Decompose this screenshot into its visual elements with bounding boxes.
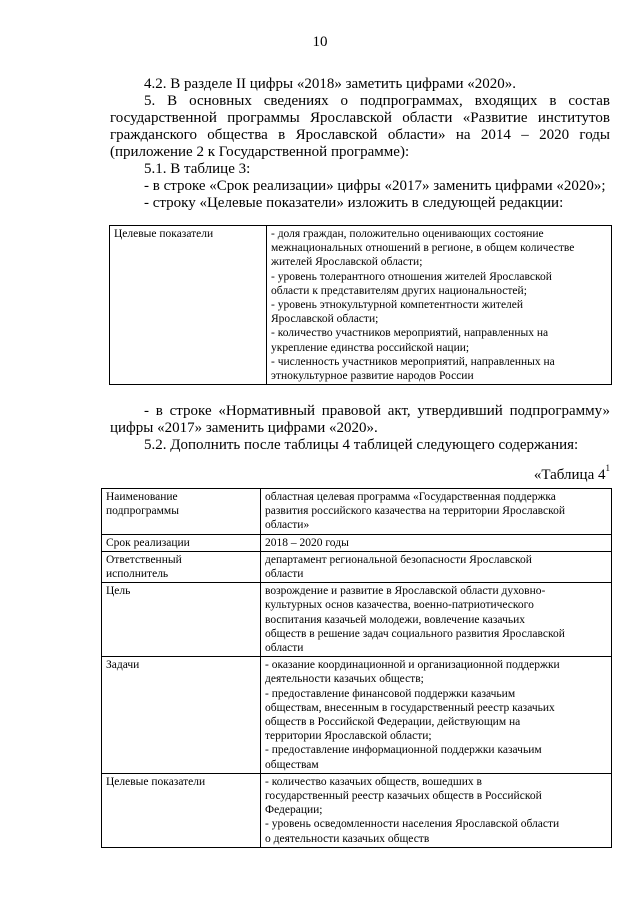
paragraph-normative-act: - в строке «Нормативный правовой акт, утвердивший подпрограмму» цифры «2017» заменить цифрами «2020». [110, 403, 610, 436]
table-value-line: - доля граждан, положительно оценивающих состояние [271, 228, 544, 240]
table-label-line: Наименование [106, 491, 178, 503]
table-value-line: возрождение и развитие в Ярославской области духовно- [265, 585, 546, 598]
table-value-line: Федерации; [265, 804, 323, 817]
table-value-line: - численность участников мероприятий, направленных на [271, 355, 555, 368]
table-row [102, 583, 612, 657]
table-caption-superscript: 1 [605, 463, 610, 473]
table-value-cell [261, 657, 612, 774]
table-value-line: обществ в решение задач социального развития Ярославской [265, 627, 565, 640]
table-value-line: деятельности казачьих обществ; [265, 673, 424, 686]
paragraph-5-1-term: - в строке «Срок реализации» цифры «2017» заменить цифрами «2020»; [144, 178, 606, 194]
table-label-line: Срок реализации [106, 536, 190, 549]
table-value-line: - количество казачьих обществ, вошедших в [265, 775, 482, 788]
targets-table [109, 225, 612, 385]
table-value-line: этнокультурное развитие народов России [271, 370, 474, 383]
table-value-line: области [265, 642, 304, 655]
table-label-cell [102, 551, 261, 582]
table-label-line: подпрограммы [106, 505, 179, 518]
table-value-line: - количество участников мероприятий, направленных на [271, 327, 549, 340]
paragraph-5-1-targets: - строку «Целевые показатели» изложить в следующей редакции: [144, 195, 564, 211]
table-label-line: Целевые показатели [106, 775, 206, 788]
subprogram-table [101, 488, 612, 848]
table-value-line: развития российского казачества на территории Ярославской [265, 505, 566, 518]
table-value-line: - уровень осведомленности населения Ярославской области [265, 818, 560, 831]
table-label-cell [102, 489, 261, 535]
table-value-cell [261, 551, 612, 582]
table-label-cell [102, 657, 261, 774]
table-value-line: области к представителям других национальностей; [271, 284, 527, 297]
table-row [102, 534, 612, 551]
table-value-cell [267, 226, 612, 385]
table-value-line: государственный реестр казачьих обществ в Российской [265, 790, 542, 803]
paragraph-4-2: 4.2. В разделе II цифры «2018» заметить цифрами «2020». [144, 76, 517, 92]
table-value-line: - предоставление информационной поддержки казачьим [265, 744, 542, 757]
table-value-line: - уровень этнокультурной компетентности жителей [271, 299, 524, 312]
table-value-cell [261, 773, 612, 847]
table-label-cell: Целевые показатели [110, 226, 267, 385]
table-value-line: обществам [265, 758, 319, 771]
paragraph-5: 5. В основных сведениях о подпрограммах, входящих в состав государственной программы Ярославской области «Развитие институтов гражданского общества в Ярославской области» на 2014 – 2020 годы (приложение 2 к Государственной программе): [110, 93, 610, 160]
table-value-cell [261, 583, 612, 657]
table-value-line: территории Ярославской области; [265, 730, 432, 743]
paragraph-5-1: 5.1. В таблице 3: [144, 161, 251, 177]
table-value-line: о деятельности казачьих обществ [265, 832, 430, 845]
table-value-line: укрепление единства российской нации; [271, 341, 470, 354]
table-value-line: департамент региональной безопасности Ярославской [265, 553, 532, 566]
table-row [102, 551, 612, 582]
table-value-line: 2018 – 2020 годы [265, 536, 349, 549]
paragraph-5-2: 5.2. Дополнить после таблицы 4 таблицей следующего содержания: [144, 437, 579, 453]
table-value-line: межнациональных отношений в регионе, в общем количестве [271, 242, 575, 255]
table-value-line: области [265, 568, 304, 581]
table-value-line: воспитания казачьей молодежи, вовлечение казачьих [265, 613, 525, 626]
table-row [102, 489, 612, 535]
table-value-line: Ярославской области; [271, 313, 379, 326]
table-row [102, 657, 612, 774]
table-value-line: - оказание координационной и организационной поддержки [265, 659, 560, 672]
table-label-line: Ответственный [106, 553, 182, 566]
table-value-cell [261, 489, 612, 535]
table-label-cell [102, 773, 261, 847]
table-label-line: Задачи [106, 659, 140, 672]
table-value-cell [261, 534, 612, 551]
table-value-line: обществ в Российской Федерации, действующим на [265, 716, 521, 729]
table-value-line: обществам, внесенным в государственный реестр казачьих [265, 701, 555, 714]
table-value-line: культурных основ казачества, военно-патриотического [265, 599, 534, 612]
table-value-line: - предоставление финансовой поддержки казачьим [265, 687, 516, 700]
table-label-line: Цель [106, 585, 131, 598]
page-number: 10 [312, 34, 328, 50]
table-value-line: жителей Ярославской области; [271, 256, 423, 269]
table-row [102, 773, 612, 847]
table-value-line: областная целевая программа «Государственная поддержка [265, 491, 556, 503]
table-value-line: области» [265, 519, 310, 532]
table-caption-text: «Таблица 4 [533, 467, 606, 483]
table-caption [534, 465, 610, 484]
table-label-line: исполнитель [106, 568, 169, 581]
table-label-cell [102, 583, 261, 657]
table-label-cell [102, 534, 261, 551]
table-value-line: - уровень толерантного отношения жителей Ярославской [271, 270, 552, 283]
table-row [110, 226, 612, 385]
